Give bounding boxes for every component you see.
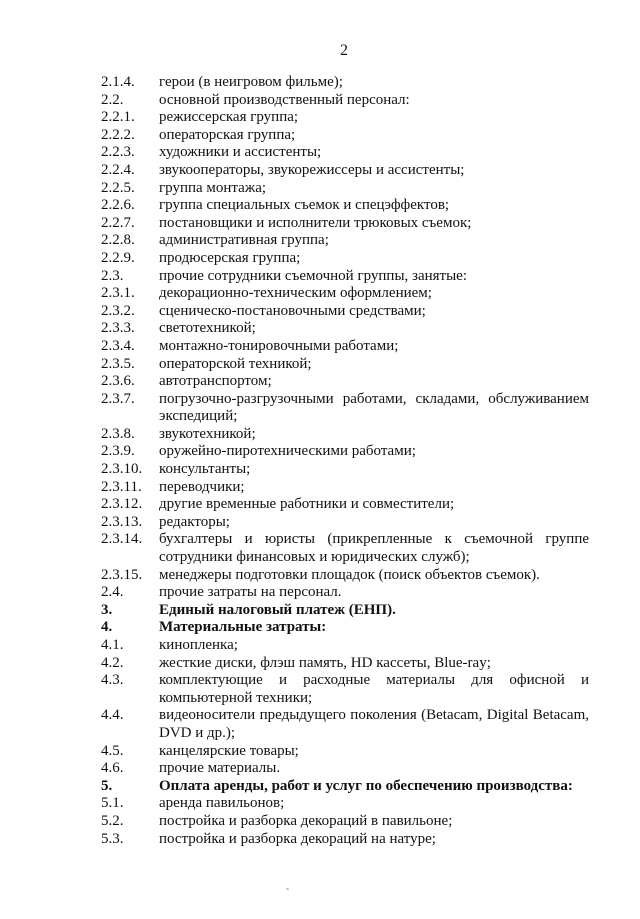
item-text: режиссерская группа; — [159, 109, 299, 126]
list-item — [101, 479, 589, 497]
item-text: Оплата аренды, работ и услуг по обеспечению производства: — [159, 777, 573, 794]
list-item — [101, 127, 589, 145]
list-item — [101, 303, 589, 321]
list-item — [101, 584, 589, 602]
item-text: прочие сотрудники съемочной группы, занятые: — [159, 267, 468, 284]
item-text: редакторы; — [159, 513, 230, 530]
list-item — [101, 707, 589, 742]
item-text: менеджеры подготовки площадок (поиск объектов съемок). — [159, 566, 540, 583]
item-text: группа специальных съемок и спецэффектов; — [159, 197, 450, 214]
item-number: 2.2.6. — [101, 197, 135, 214]
page-number: 2 — [340, 42, 348, 59]
item-text: операторская группа; — [159, 126, 296, 143]
list-item — [101, 373, 589, 391]
list-item — [101, 144, 589, 162]
list-item — [101, 285, 589, 303]
list-item — [101, 831, 589, 849]
item-text: художники и ассистенты; — [159, 144, 322, 161]
item-number: 5. — [101, 777, 113, 794]
item-text: сценическо-постановочными средствами; — [159, 302, 426, 319]
scan-artifact — [286, 888, 289, 890]
item-number: 2.3.1. — [101, 285, 135, 302]
item-text: звукооператоры, звукорежиссеры и ассистенты; — [159, 161, 465, 178]
item-text: административная группа; — [159, 232, 329, 249]
list-item — [101, 356, 589, 374]
item-number: 2.4. — [101, 584, 124, 601]
item-number: 4.2. — [101, 654, 124, 671]
item-text: консультанты; — [159, 461, 251, 478]
list-item — [101, 250, 589, 268]
item-text: другие временные работники и совместители; — [159, 496, 455, 513]
list-item — [101, 197, 589, 215]
item-number: 2.2.5. — [101, 179, 135, 196]
list-item — [101, 655, 589, 673]
item-number: 2.1.4. — [101, 74, 135, 90]
cost-items-list — [101, 74, 589, 848]
item-text: герои (в неигровом фильме); — [159, 74, 343, 90]
item-number: 2.3.4. — [101, 337, 135, 354]
list-item — [101, 795, 589, 813]
item-number: 2.3.15. — [101, 566, 143, 583]
item-number: 5.1. — [101, 795, 124, 812]
item-text: продюсерская группа; — [159, 249, 301, 266]
item-text: группа монтажа; — [159, 179, 267, 196]
list-item — [101, 232, 589, 250]
item-text: постановщики и исполнители трюковых съемок; — [159, 214, 472, 231]
item-number: 2.3. — [101, 267, 124, 284]
list-item — [101, 637, 589, 655]
item-text: операторской техникой; — [159, 355, 312, 372]
item-number: 2.3.2. — [101, 302, 135, 319]
item-number: 2.3.10. — [101, 461, 143, 478]
item-number: 2.3.14. — [101, 531, 143, 548]
item-text: оружейно-пиротехническими работами; — [159, 443, 416, 460]
item-text: светотехникой; — [159, 320, 256, 337]
list-item — [101, 619, 589, 637]
item-number: 5.2. — [101, 812, 124, 829]
item-number: 2.2. — [101, 91, 124, 108]
list-item — [101, 496, 589, 514]
item-text: видеоносители предыдущего поколения (Betacam, Digital Betacam, DVD и др.); — [159, 707, 589, 741]
list-item — [101, 813, 589, 831]
item-number: 4.5. — [101, 742, 124, 759]
item-text: канцелярские товары; — [159, 742, 299, 759]
item-text: Единый налоговый платеж (ЕНП). — [159, 601, 396, 618]
item-number: 2.3.13. — [101, 513, 143, 530]
item-number: 2.2.3. — [101, 144, 135, 161]
item-text: монтажно-тонировочными работами; — [159, 337, 399, 354]
list-item — [101, 268, 589, 286]
list-item — [101, 92, 589, 110]
list-item — [101, 109, 589, 127]
list-item — [101, 672, 589, 707]
list-item — [101, 215, 589, 233]
list-item — [101, 514, 589, 532]
list-item — [101, 391, 589, 426]
item-number: 2.2.9. — [101, 249, 135, 266]
item-text: декорационно-техническим оформлением; — [159, 285, 432, 302]
item-number: 2.3.5. — [101, 355, 135, 372]
item-text: автотранспортом; — [159, 373, 272, 390]
list-item — [101, 461, 589, 479]
item-text: постройка и разборка декораций в павильоне; — [159, 812, 453, 829]
item-text: постройка и разборка декораций на натуре; — [159, 830, 436, 847]
item-number: 2.3.11. — [101, 478, 142, 495]
item-number: 4.3. — [101, 672, 124, 689]
list-item — [101, 760, 589, 778]
list-item — [101, 778, 589, 796]
list-item — [101, 162, 589, 180]
item-number: 2.2.7. — [101, 214, 135, 231]
item-text: основной производственный персонал: — [159, 91, 410, 108]
item-text: переводчики; — [159, 478, 245, 495]
item-number: 2.3.7. — [101, 390, 135, 407]
item-number: 2.3.9. — [101, 443, 135, 460]
list-item — [101, 602, 589, 620]
list-item — [101, 531, 589, 566]
list-item — [101, 74, 589, 92]
item-number: 2.3.6. — [101, 373, 135, 390]
item-number: 3. — [101, 601, 113, 618]
item-text: кинопленка; — [159, 637, 238, 653]
item-text: жесткие диски, флэш память, HD кассеты, Blue-ray; — [159, 654, 491, 671]
item-number: 4.4. — [101, 707, 124, 724]
item-text: аренда павильонов; — [159, 795, 285, 812]
list-item — [101, 180, 589, 198]
item-number: 2.3.12. — [101, 496, 143, 513]
list-item — [101, 443, 589, 461]
item-number: 2.3.8. — [101, 425, 135, 442]
item-text: Материальные затраты: — [159, 619, 327, 636]
list-item — [101, 320, 589, 338]
item-text: прочие затраты на персонал. — [159, 584, 342, 601]
list-item — [101, 338, 589, 356]
item-number: 4.6. — [101, 760, 124, 777]
item-number: 4.1. — [101, 637, 124, 653]
item-number: 2.2.8. — [101, 232, 135, 249]
item-number: 2.2.4. — [101, 161, 135, 178]
item-number: 2.2.1. — [101, 109, 135, 126]
item-text: комплектующие и расходные материалы для офисной и компьютерной техники; — [159, 672, 589, 706]
list-item — [101, 567, 589, 585]
item-text: прочие материалы. — [159, 760, 281, 777]
item-text: погрузочно-разгрузочными работами, складами, обслуживанием экспедиций; — [159, 390, 589, 425]
item-number: 2.2.2. — [101, 126, 135, 143]
list-item — [101, 743, 589, 761]
item-number: 4. — [101, 619, 113, 636]
item-number: 2.3.3. — [101, 320, 135, 337]
item-text: звукотехникой; — [159, 425, 256, 442]
item-number: 5.3. — [101, 830, 124, 847]
list-item — [101, 426, 589, 444]
item-text: бухгалтеры и юристы (прикрепленные к съемочной группе сотрудники финансовых и юридических служб); — [159, 531, 589, 566]
